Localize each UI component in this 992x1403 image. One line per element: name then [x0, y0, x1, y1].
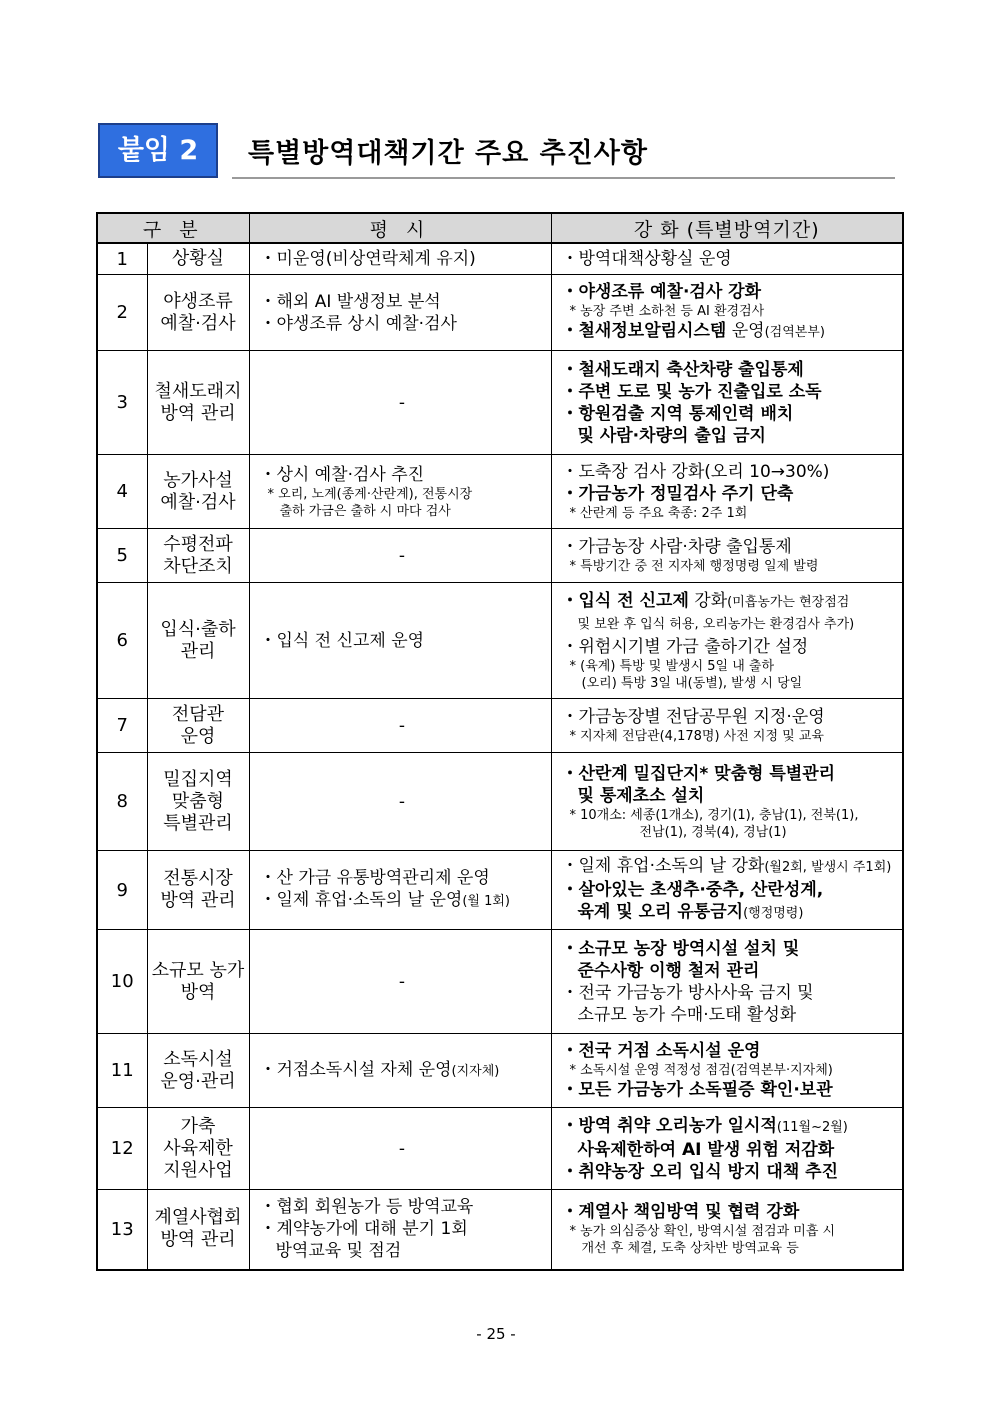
- normal-measures-cell: [249, 930, 551, 1034]
- measure-line: [562, 320, 897, 344]
- enhanced-measures-cell: [551, 455, 903, 529]
- table-row: [97, 753, 903, 851]
- category-line: 철새도래지: [154, 380, 242, 402]
- measure-text: ・야생조류 예찰·검사 강화: [561, 282, 762, 302]
- table-row: [97, 699, 903, 753]
- table-row: [97, 455, 903, 529]
- normal-measures-cell: [249, 1108, 551, 1190]
- measure-text: -: [398, 715, 406, 736]
- measure-note: [562, 658, 897, 675]
- measure-text: -: [398, 971, 406, 992]
- row-category: [147, 529, 249, 583]
- measure-line: [562, 425, 897, 447]
- measure-line: [260, 867, 545, 889]
- measure-line: [562, 1161, 897, 1183]
- measure-text: * 오리, 노계(종계·산란계), 전통시장: [267, 486, 473, 502]
- row-number: 11: [97, 1034, 147, 1108]
- row-category: [147, 1034, 249, 1108]
- measure-text: ・주변 도로 및 농가 진출입로 소독: [561, 381, 822, 402]
- measure-text: ・입식 전 신고제: [561, 590, 689, 611]
- row-category: [147, 455, 249, 529]
- enhanced-measures-cell: [551, 851, 903, 930]
- category-line: 운영·관리: [160, 1070, 236, 1092]
- enhanced-measures-cell: [551, 529, 903, 583]
- normal-measures-cell: [249, 455, 551, 529]
- measure-text: 및 보완 후 입식 허용, 오리농가는 환경검사 추가): [577, 616, 855, 632]
- row-number: 10: [97, 930, 147, 1034]
- row-number: 8: [97, 753, 147, 851]
- measure-text: ・계열사 책임방역 및 협력 강화: [561, 1202, 800, 1223]
- row-number: 9: [97, 851, 147, 930]
- measure-line: [562, 248, 897, 270]
- category-line: 관리: [180, 640, 216, 662]
- enhanced-measures-cell: [551, 699, 903, 753]
- measure-text: 준수사항 이행 철저 관리: [577, 960, 760, 981]
- measure-line: [562, 982, 897, 1004]
- category-line: 수평전파: [163, 533, 233, 555]
- normal-measures-cell: [249, 753, 551, 851]
- table-row: [97, 1108, 903, 1190]
- measure-text: * 소독시설 운영 적정성 점검(검역본부·지자체): [569, 1063, 833, 1078]
- row-number: 13: [97, 1190, 147, 1270]
- empty-dash: [260, 1138, 545, 1160]
- measure-tail: 강화: [688, 590, 728, 611]
- enhanced-measures-cell: [551, 930, 903, 1034]
- measure-line: [562, 461, 897, 483]
- row-category: [147, 699, 249, 753]
- measure-small-note: (월 1회): [462, 894, 511, 909]
- row-category: [147, 351, 249, 455]
- measure-text: ・항원검출 지역 통제인력 배치: [561, 403, 794, 424]
- measure-text: ・도축장 검사 강화: [561, 462, 705, 482]
- category-line: 지원사업: [163, 1159, 233, 1181]
- measure-note: [260, 486, 545, 503]
- normal-measures-cell: [249, 275, 551, 351]
- enhanced-measures-cell: [551, 275, 903, 351]
- measure-line: [260, 313, 545, 335]
- measure-small-note: (미흡농가는 현장점검: [727, 594, 850, 610]
- measure-text: ・산란계 밀집단지* 맞춤형 특별관리: [561, 763, 836, 784]
- measure-text: ・상시 예찰·검사 추진: [259, 464, 425, 485]
- measure-text: ・미운영(비상연락체계 유지): [259, 249, 476, 269]
- measure-line: [562, 483, 897, 505]
- measure-text: ・전국 가금농가 방사사육 금지 및: [561, 982, 814, 1003]
- row-category: [147, 1190, 249, 1270]
- category-line: 전담관: [171, 703, 225, 725]
- category-line: 밀집지역: [163, 768, 233, 790]
- normal-measures-cell: [249, 1190, 551, 1270]
- enhanced-measures-cell: [551, 583, 903, 699]
- measure-line: [562, 879, 897, 901]
- enhanced-measures-cell: [551, 1034, 903, 1108]
- measure-text: * 10개소: 세종(1개소), 경기(1), 충남(1), 전북(1),: [569, 807, 859, 823]
- measure-text: * 산란계 등 주요 축종: 2주 1회: [569, 506, 748, 521]
- normal-measures-cell: [249, 529, 551, 583]
- table-header-row: [97, 213, 903, 243]
- empty-dash: [260, 715, 545, 737]
- category-line: 맞춤형: [171, 790, 225, 812]
- measure-line: [562, 901, 897, 925]
- category-line: 상황실: [171, 248, 225, 269]
- measure-text: ・철새도래지 축산차량 출입통제: [561, 359, 804, 380]
- row-category: [147, 753, 249, 851]
- measure-text: -: [398, 545, 406, 566]
- measure-text: 사육제한하여 AI 발생 위험 저감화: [577, 1139, 835, 1160]
- table-row: [97, 851, 903, 930]
- category-line: 야생조류: [163, 290, 233, 312]
- measure-note: [562, 807, 897, 824]
- measure-line: [562, 1004, 897, 1026]
- row-number: 1: [97, 243, 147, 275]
- measure-text: 전남(1), 경북(4), 경남(1): [639, 824, 787, 840]
- measure-small-note: (검역본부): [764, 325, 825, 340]
- measure-line: [562, 763, 897, 785]
- page-number: - 25 -: [476, 1325, 516, 1343]
- measure-text: ・가금농장별 전담공무원 지정·운영: [561, 707, 825, 727]
- column-header-category: 구 분: [97, 213, 249, 243]
- normal-measures-cell: [249, 243, 551, 275]
- normal-measures-cell: [249, 351, 551, 455]
- measure-line: [260, 1218, 545, 1240]
- measure-line: [260, 630, 545, 652]
- measure-note: [562, 558, 897, 575]
- category-line: 차단조치: [163, 555, 233, 577]
- table-row: [97, 351, 903, 455]
- measure-text: 소규모 농가 수매·도태 활성화: [577, 1004, 797, 1025]
- measure-line: [562, 960, 897, 982]
- measure-note: [562, 614, 897, 636]
- measure-text: (오리) 특방 3일 내(동별), 발생 시 당일: [581, 675, 803, 691]
- row-number: 12: [97, 1108, 147, 1190]
- measure-text: ・방역 취약 오리농가 일시적: [561, 1115, 777, 1136]
- table-row: [97, 1034, 903, 1108]
- category-line: 방역 관리: [160, 890, 236, 911]
- measure-text: ・야생조류 상시 예찰·검사: [259, 313, 457, 334]
- row-category: [147, 275, 249, 351]
- measure-note: [562, 675, 897, 692]
- measure-text: ・해외 AI 발생정보 분석: [259, 291, 441, 312]
- measure-text: ・철새정보알림시스템: [561, 321, 727, 341]
- measure-line: [260, 464, 545, 486]
- measure-text: 및 사람·차량의 출입 금지: [577, 425, 766, 446]
- normal-measures-cell: [249, 583, 551, 699]
- measure-text: -: [398, 1138, 406, 1159]
- row-number: 7: [97, 699, 147, 753]
- empty-dash: [260, 392, 545, 414]
- category-line: 방역 관리: [160, 402, 236, 424]
- empty-dash: [260, 545, 545, 567]
- page-title: 특별방역대책기간 주요 추진사항: [248, 138, 648, 169]
- measure-text: * 농장 주변 소하천 등 AI 환경검사: [569, 304, 765, 319]
- measure-text: ・위험시기별 가금 출하기간 설정: [561, 636, 809, 657]
- row-category: [147, 243, 249, 275]
- measure-small-note: (11월~2월): [776, 1119, 848, 1135]
- attachment-header: [98, 123, 895, 179]
- measure-line: [562, 1139, 897, 1161]
- row-number: 6: [97, 583, 147, 699]
- table-row: [97, 275, 903, 351]
- measure-text: ・가금농장 사람·차량 출입통제: [561, 537, 792, 557]
- measure-line: [562, 1040, 897, 1062]
- measure-line: [562, 359, 897, 381]
- measure-line: [260, 248, 545, 270]
- row-category: [147, 851, 249, 930]
- measure-note: [562, 728, 897, 745]
- table-row: [97, 930, 903, 1034]
- measure-text: ・일제 휴업·소독의 날 운영: [259, 890, 463, 910]
- measure-line: [260, 1196, 545, 1218]
- measure-line: [562, 536, 897, 558]
- measure-small-note: (지자체): [451, 1063, 500, 1079]
- row-category: [147, 930, 249, 1034]
- measure-line: [562, 855, 897, 879]
- measure-text: * 지자체 전담관(4,178명) 사전 지정 및 교육: [569, 729, 824, 744]
- measure-text: -: [398, 392, 406, 413]
- measure-line: [260, 889, 545, 913]
- measure-text: 개선 후 체결, 도축 상차반 방역교육 등: [581, 1241, 799, 1257]
- row-number: 3: [97, 351, 147, 455]
- table-row: [97, 529, 903, 583]
- row-category: [147, 583, 249, 699]
- row-number: 2: [97, 275, 147, 351]
- measure-text: 출하 가금은 출하 시 마다 검사: [279, 503, 451, 519]
- measure-text: ・일제 휴업·소독의 날 강화: [561, 856, 765, 876]
- category-line: 예찰·검사: [160, 312, 236, 334]
- measure-note: [562, 1223, 897, 1240]
- measure-text: 육계 및 오리 유통금지: [577, 902, 744, 922]
- category-line: 소독시설: [163, 1048, 233, 1070]
- measure-text: * 농가 의심증상 확인, 방역시설 점검과 미흡 시: [569, 1224, 836, 1240]
- category-line: 가축: [180, 1115, 216, 1137]
- measure-line: [562, 1079, 897, 1101]
- measure-text: ・가금농가 정밀검사 주기 단축: [561, 484, 794, 504]
- category-line: 특별관리: [163, 812, 233, 834]
- category-line: 계열사협회: [154, 1207, 242, 1229]
- measure-text: ・전국 거점 소독시설 운영: [561, 1041, 761, 1061]
- measure-tail: (오리 10→30%): [704, 462, 830, 482]
- measure-line: [562, 590, 897, 614]
- row-category: [147, 1108, 249, 1190]
- measure-small-note: (월2회, 발생시 주1회): [764, 860, 892, 875]
- table-body: [97, 243, 903, 1270]
- measure-note: [260, 503, 545, 520]
- measure-line: [260, 1059, 545, 1083]
- table-row: [97, 1190, 903, 1270]
- category-line: 전통시장: [163, 868, 233, 889]
- measure-note: [562, 505, 897, 522]
- measure-line: [562, 785, 897, 807]
- category-line: 운영: [180, 725, 216, 747]
- normal-measures-cell: [249, 851, 551, 930]
- measure-line: [562, 281, 897, 303]
- table-row: [97, 583, 903, 699]
- measure-text: ・협회 회원농가 등 방역교육: [259, 1197, 474, 1218]
- measure-text: ・입식 전 신고제 운영: [259, 630, 425, 651]
- measure-note: [562, 303, 897, 320]
- category-line: 입식·출하: [160, 618, 236, 640]
- measures-table: [96, 212, 904, 1271]
- measure-line: [260, 291, 545, 313]
- measure-text: -: [398, 791, 406, 812]
- enhanced-measures-cell: [551, 243, 903, 275]
- category-line: 소규모 농가: [151, 959, 245, 981]
- measure-text: ・거점소독시설 자체 운영: [259, 1059, 452, 1080]
- measure-text: 및 통제초소 설치: [577, 785, 705, 806]
- measure-line: [562, 636, 897, 658]
- measure-text: * (육계) 특방 및 발생시 5일 내 출하: [569, 658, 775, 674]
- enhanced-measures-cell: [551, 753, 903, 851]
- measure-line: [260, 1240, 545, 1262]
- measure-text: ・취약농장 오리 입식 방지 대책 추진: [561, 1161, 838, 1182]
- empty-dash: [260, 791, 545, 813]
- title-underline: [232, 177, 895, 179]
- measure-tail: 운영: [726, 321, 765, 341]
- category-line: 방역 관리: [160, 1229, 236, 1251]
- measure-line: [562, 706, 897, 728]
- empty-dash: [260, 971, 545, 993]
- measure-text: ・모든 가금농가 소독필증 확인·보관: [561, 1080, 833, 1100]
- category-line: 농가사설: [163, 469, 233, 491]
- normal-measures-cell: [249, 699, 551, 753]
- measure-text: ・계약농가에 대해 분기 1회: [259, 1219, 468, 1240]
- enhanced-measures-cell: [551, 1108, 903, 1190]
- measure-line: [562, 1115, 897, 1139]
- measure-text: * 특방기간 중 전 지자체 행정명령 일제 발령: [569, 559, 819, 574]
- measure-line: [562, 1201, 897, 1223]
- attachment-badge: 붙임 2: [98, 123, 218, 178]
- enhanced-measures-cell: [551, 351, 903, 455]
- normal-measures-cell: [249, 1034, 551, 1108]
- measure-text: 방역교육 및 점검: [275, 1241, 402, 1262]
- measure-note: [562, 1062, 897, 1079]
- measure-line: [562, 381, 897, 403]
- table-row: [97, 243, 903, 275]
- category-line: 예찰·검사: [160, 491, 236, 513]
- measure-small-note: (행정명령): [743, 906, 804, 921]
- measure-text: ・소규모 농장 방역시설 설치 및: [561, 938, 800, 959]
- category-line: 방역: [180, 981, 216, 1003]
- enhanced-measures-cell: [551, 1190, 903, 1270]
- column-header-normal: 평 시: [249, 213, 551, 243]
- measure-line: [562, 403, 897, 425]
- row-number: 4: [97, 455, 147, 529]
- measure-text: ・살아있는 초생추·중추, 산란성계,: [561, 880, 824, 900]
- measure-text: ・산 가금 유통방역관리제 운영: [259, 868, 490, 888]
- category-line: 사육제한: [163, 1137, 233, 1159]
- measure-line: [562, 938, 897, 960]
- measure-note: [562, 1240, 897, 1257]
- column-header-enhanced: 강 화 (특별방역기간): [551, 213, 903, 243]
- row-number: 5: [97, 529, 147, 583]
- measure-note: [562, 824, 897, 841]
- measure-text: ・방역대책상황실 운영: [561, 249, 732, 269]
